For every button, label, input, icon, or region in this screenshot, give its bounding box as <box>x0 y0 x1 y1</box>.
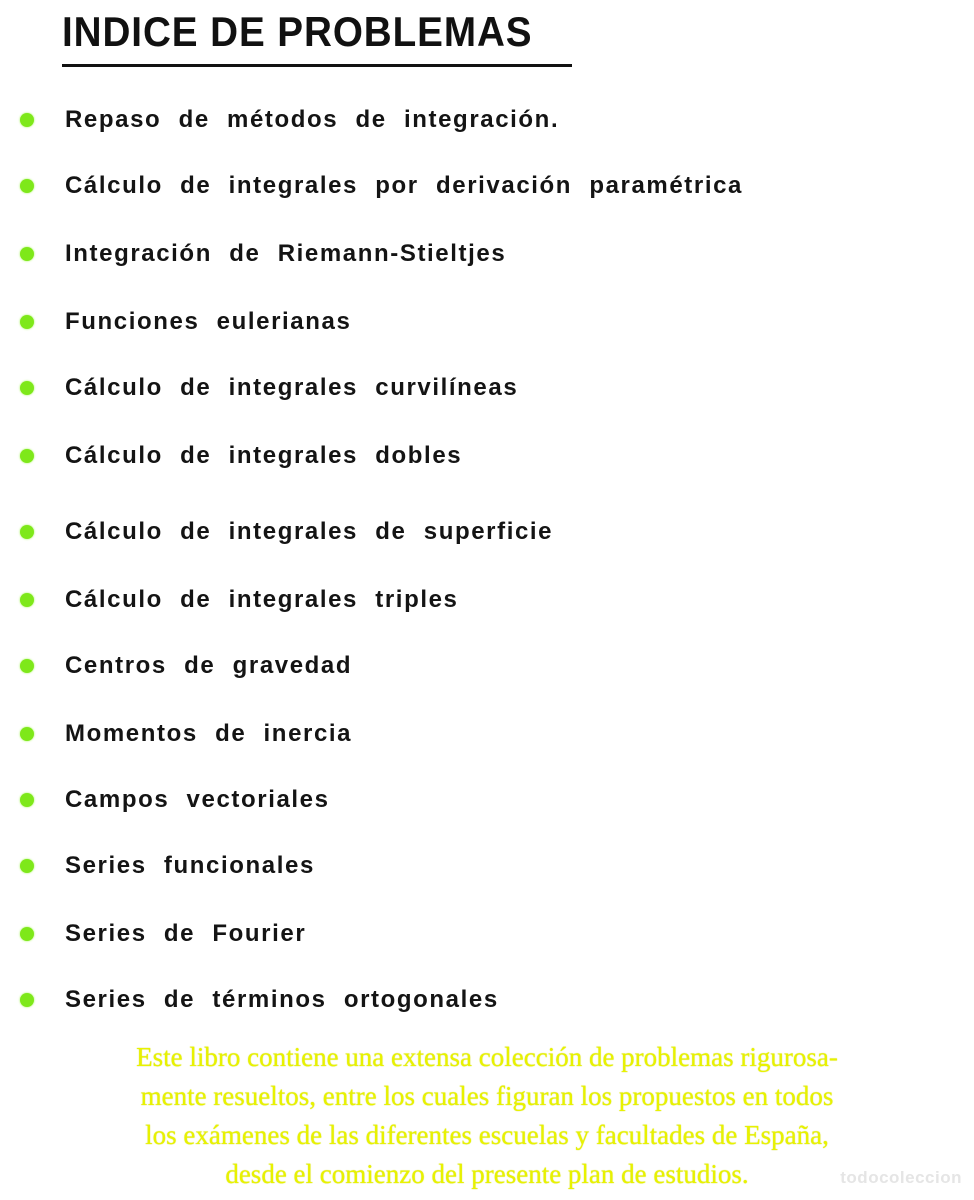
bullet-dot-icon <box>20 315 34 329</box>
list-item <box>20 166 743 206</box>
list-item-label: Series de Fourier <box>65 920 307 947</box>
list-item <box>20 714 352 754</box>
bullet-dot-icon <box>20 727 34 741</box>
list-item-label: Campos vectoriales <box>65 786 330 813</box>
list-item-label: Repaso de métodos de integración. <box>65 106 560 133</box>
list-item-label: Cálculo de integrales curvilíneas <box>65 374 519 401</box>
bullet-dot-icon <box>20 381 34 395</box>
bullet-dot-icon <box>20 927 34 941</box>
bullet-dot-icon <box>20 793 34 807</box>
watermark-text: todocoleccion <box>840 1168 962 1187</box>
bullet-dot-icon <box>20 859 34 873</box>
list-item <box>20 646 352 686</box>
bullet-dot-icon <box>20 593 34 607</box>
description-line: mente resueltos, entre los cuales figuran los propuestos en todos <box>140 1081 834 1111</box>
list-item-label: Funciones eulerianas <box>65 308 352 335</box>
bullet-dot-icon <box>20 179 34 193</box>
list-item-label: Centros de gravedad <box>65 652 353 679</box>
list-item <box>20 234 506 274</box>
list-item <box>20 780 330 820</box>
list-item-label: Integración de Riemann-Stieltjes <box>65 240 507 267</box>
bullet-dot-icon <box>20 525 34 539</box>
book-description <box>12 1038 962 1194</box>
page-title: INDICE DE PROBLEMAS <box>62 8 533 55</box>
list-item <box>20 368 518 408</box>
list-item-label: Momentos de inercia <box>65 720 353 747</box>
list-item <box>20 980 499 1020</box>
list-item-label: Cálculo de integrales triples <box>65 586 459 613</box>
bullet-dot-icon <box>20 993 34 1007</box>
list-item <box>20 512 553 552</box>
list-item-label: Cálculo de integrales por derivación paramétrica <box>65 172 743 199</box>
bullet-dot-icon <box>20 113 34 127</box>
list-item <box>20 302 351 342</box>
list-item <box>20 914 306 954</box>
bullet-dot-icon <box>20 247 34 261</box>
description-line: Este libro contiene una extensa colección de problemas rigurosa- <box>136 1042 838 1072</box>
bullet-dot-icon <box>20 659 34 673</box>
list-item <box>20 846 315 886</box>
list-item <box>20 436 462 476</box>
list-item <box>20 100 559 140</box>
description-line: los exámenes de las diferentes escuelas y facultades de España, <box>145 1120 829 1150</box>
title-underline <box>62 64 572 67</box>
list-item <box>20 580 459 620</box>
list-item-label: Cálculo de integrales de superficie <box>65 518 554 545</box>
bullet-dot-icon <box>20 449 34 463</box>
list-item-label: Series funcionales <box>65 852 315 879</box>
list-item-label: Cálculo de integrales dobles <box>65 442 463 469</box>
list-item-label: Series de términos ortogonales <box>65 986 499 1013</box>
description-line: desde el comienzo del presente plan de estudios. <box>225 1159 749 1189</box>
